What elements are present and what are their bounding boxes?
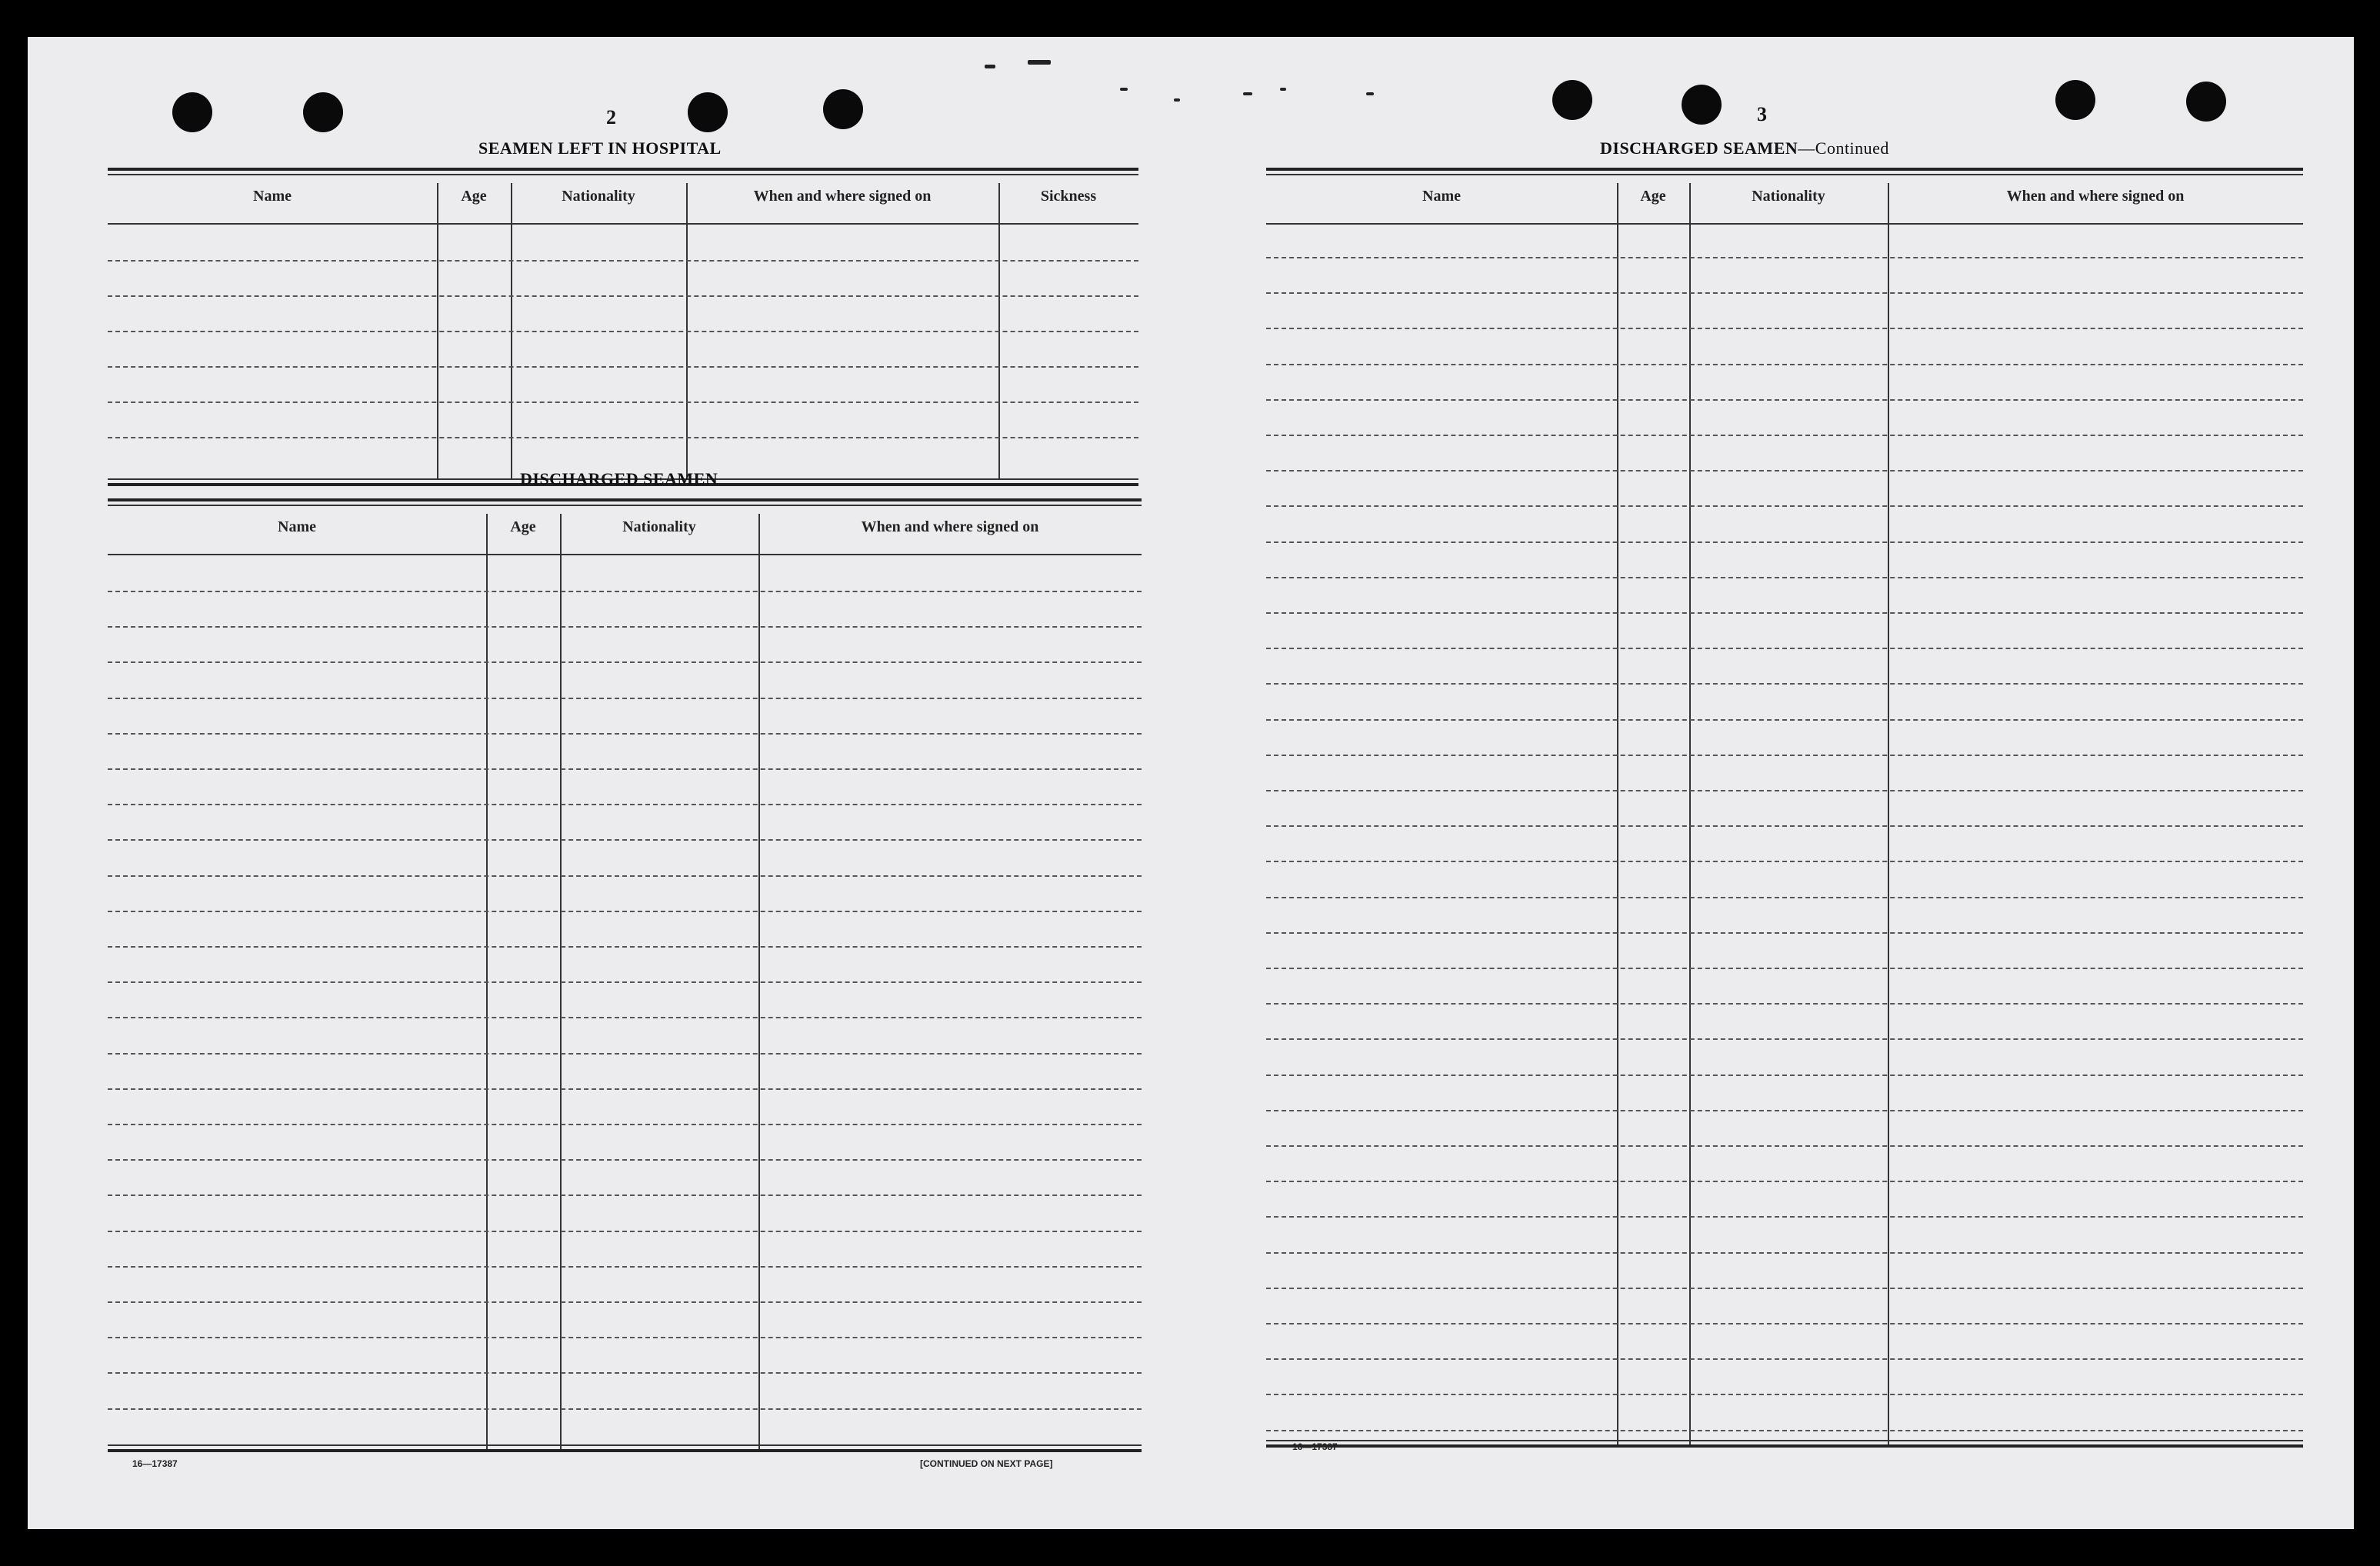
table-row — [1266, 1252, 2303, 1254]
table-row — [1266, 719, 2303, 721]
table-top-rule-thin — [1266, 174, 2303, 175]
column-divider — [1617, 183, 1618, 1444]
column-divider — [1689, 183, 1691, 1444]
column-header: Age — [510, 518, 536, 535]
column-header: Name — [1422, 188, 1461, 205]
table-row — [108, 331, 1138, 332]
scanned-form-sheet — [28, 37, 2354, 1529]
scan-speck — [1366, 92, 1374, 95]
table-row — [1266, 1358, 2303, 1360]
table-row — [1266, 1145, 2303, 1147]
column-header: When and where signed on — [753, 188, 932, 205]
page-number-right: 3 — [1757, 103, 1767, 125]
column-header: When and where signed on — [861, 518, 1039, 535]
punch-hole — [688, 92, 728, 132]
table-row — [108, 1053, 1142, 1055]
table-top-rule — [1266, 168, 2303, 171]
table-row — [108, 733, 1142, 735]
discharged-continued-table — [1266, 168, 2303, 1448]
table-top-rule — [108, 498, 1142, 501]
punch-hole — [2186, 82, 2226, 122]
table-row — [108, 768, 1142, 770]
punch-hole — [2055, 80, 2095, 120]
table-row — [1266, 1110, 2303, 1111]
table-row — [1266, 541, 2303, 543]
table-row — [1266, 612, 2303, 614]
table-row — [108, 1301, 1142, 1303]
column-header: When and where signed on — [2006, 188, 2185, 205]
continued-note: [CONTINUED ON NEXT PAGE] — [920, 1458, 1053, 1469]
table-bottom-rule-thick — [1266, 1444, 2303, 1448]
table-row — [1266, 505, 2303, 507]
table-row — [1266, 861, 2303, 862]
column-header: Nationality — [1752, 188, 1825, 205]
table-row — [108, 981, 1142, 983]
column-header: Nationality — [562, 188, 635, 205]
table-row — [108, 1372, 1142, 1374]
column-header: Age — [461, 188, 487, 205]
scan-speck — [985, 65, 995, 68]
table-bottom-rule — [1266, 1440, 2303, 1441]
table-row — [108, 875, 1142, 877]
table-row — [1266, 648, 2303, 649]
table-row — [1266, 435, 2303, 436]
scan-speck — [1028, 60, 1051, 65]
punch-hole — [303, 92, 343, 132]
table-top-rule-thin — [108, 174, 1138, 175]
table-row — [1266, 790, 2303, 791]
table-row — [1266, 1181, 2303, 1182]
column-header: Name — [253, 188, 292, 205]
column-header: Age — [1640, 188, 1666, 205]
table-row — [108, 295, 1138, 297]
punch-hole — [172, 92, 212, 132]
scan-speck — [1120, 88, 1128, 91]
table-row — [1266, 683, 2303, 685]
table-row — [1266, 1038, 2303, 1040]
table-row — [108, 260, 1138, 262]
table-row — [108, 366, 1138, 368]
table-bottom-rule-thick — [108, 1449, 1142, 1452]
table-row — [1266, 364, 2303, 365]
table-row — [1266, 292, 2303, 294]
table-row — [108, 839, 1142, 841]
punch-hole — [823, 89, 863, 129]
table-row — [1266, 897, 2303, 898]
title-suffix: —Continued — [1798, 138, 1889, 158]
table-row — [1266, 825, 2303, 827]
table-row — [108, 661, 1142, 663]
table-row — [1266, 328, 2303, 329]
table-row — [108, 437, 1138, 438]
table-row — [1266, 470, 2303, 471]
table-row — [108, 1194, 1142, 1196]
table-row — [1266, 1216, 2303, 1218]
table-row — [1266, 399, 2303, 401]
page-number-left: 2 — [606, 106, 616, 128]
table-row — [1266, 1003, 2303, 1005]
table-row — [108, 1266, 1142, 1268]
title-main: DISCHARGED SEAMEN — [1600, 138, 1798, 158]
table-row — [108, 1337, 1142, 1338]
table-row — [108, 591, 1142, 592]
table-row — [1266, 1394, 2303, 1395]
column-header: Name — [278, 518, 316, 535]
punch-hole — [1552, 80, 1592, 120]
table-row — [108, 1159, 1142, 1161]
column-header: Sickness — [1040, 188, 1097, 205]
table-row — [1266, 1288, 2303, 1289]
discharged-table — [108, 498, 1142, 1452]
discharged-section-title: DISCHARGED SEAMEN — [520, 469, 718, 488]
table-row — [1266, 1323, 2303, 1324]
table-row — [1266, 755, 2303, 756]
table-top-rule-thin — [108, 505, 1142, 506]
form-number-left: 16—17387 — [132, 1458, 178, 1469]
table-row — [1266, 968, 2303, 969]
scan-speck — [1243, 92, 1252, 95]
table-row — [108, 946, 1142, 948]
table-top-rule — [108, 168, 1138, 171]
table-row — [108, 1017, 1142, 1018]
punch-hole — [1682, 85, 1722, 125]
table-row — [108, 698, 1142, 699]
form-number-right: 16—17387 — [1292, 1441, 1338, 1452]
table-row — [108, 401, 1138, 403]
table-row — [1266, 1430, 2303, 1431]
discharged-continued-title — [1600, 138, 1889, 158]
table-row — [108, 1124, 1142, 1125]
table-row — [108, 911, 1142, 912]
table-bottom-rule — [108, 1444, 1142, 1446]
scan-speck — [1174, 98, 1180, 102]
hospital-table — [108, 168, 1138, 488]
table-row — [108, 1231, 1142, 1232]
table-row — [108, 1408, 1142, 1410]
table-row — [108, 1088, 1142, 1090]
table-row — [108, 804, 1142, 805]
table-row — [1266, 1075, 2303, 1076]
scan-speck — [1280, 88, 1286, 91]
table-row — [1266, 932, 2303, 934]
hospital-section-title: SEAMEN LEFT IN HOSPITAL — [478, 138, 722, 158]
table-row — [1266, 257, 2303, 258]
column-divider — [1888, 183, 1889, 1444]
header-bottom-rule — [1266, 223, 2303, 225]
header-bottom-rule — [108, 223, 1138, 225]
table-row — [108, 626, 1142, 628]
header-bottom-rule — [108, 554, 1142, 555]
column-header: Nationality — [622, 518, 696, 535]
table-row — [1266, 577, 2303, 578]
